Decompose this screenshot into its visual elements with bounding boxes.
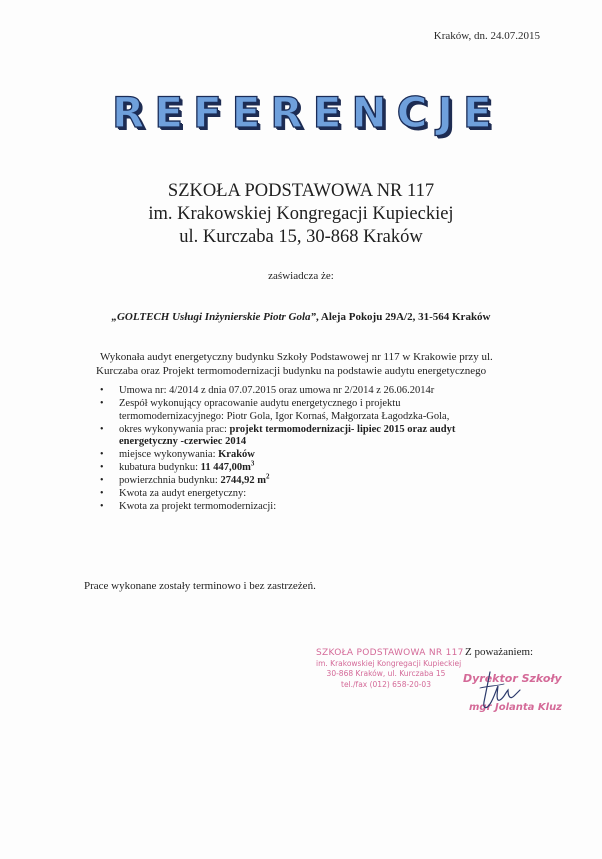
document-title: REFERENCJE bbox=[112, 88, 502, 137]
intro-line-2: Kurczaba oraz Projekt termomodernizacji budynku na podstawie audytu energetycznego bbox=[96, 365, 487, 377]
volume-label: kubatura budynku: bbox=[119, 462, 201, 473]
company-name: „GOLTECH Usługi Inżynierskie Piotr Gola” bbox=[111, 311, 317, 323]
team-line-1: • Zespół wykonujący opracowanie audytu energetycznego i projektu bbox=[119, 398, 401, 409]
school-heading bbox=[0, 180, 602, 249]
stamp-line-1: SZKOŁA PODSTAWOWA NR 117 bbox=[316, 648, 464, 658]
certifies-text: zaświadcza że: bbox=[268, 270, 334, 282]
list-item-volume bbox=[100, 459, 455, 475]
intro-paragraph bbox=[96, 350, 493, 378]
closing-statement: Prace wykonane zostały terminowo i bez zastrzeżeń. bbox=[84, 580, 316, 592]
stamp-line-3: 30-868 Kraków, ul. Kurczaba 15 bbox=[326, 669, 446, 678]
stamp-line-2: im. Krakowskiej Kongregacji Kupieckiej bbox=[316, 658, 462, 668]
document-date: Kraków, dn. 24.07.2015 bbox=[433, 30, 540, 42]
school-patron: im. Krakowskiej Kongregacji Kupieckiej bbox=[148, 204, 454, 224]
place-value: Kraków bbox=[218, 449, 255, 460]
list-item-place bbox=[100, 449, 455, 462]
volume-unit-sup: 3 bbox=[250, 459, 255, 468]
company-line bbox=[0, 311, 602, 323]
area-value: 2744,92 m bbox=[220, 475, 266, 486]
school-name: SZKOŁA PODSTAWOWA NR 117 bbox=[167, 181, 435, 201]
list-item-project-amount bbox=[100, 501, 455, 514]
school-stamp bbox=[316, 648, 464, 690]
team-line-2: termomodernizacyjnego: Piotr Gola, Igor Kornaś, Małgorzata Łagodzka-Gola, bbox=[119, 410, 450, 422]
list-item-audit-amount bbox=[100, 488, 455, 501]
list-item-area bbox=[100, 472, 455, 488]
area-label: powierzchnia budynku: bbox=[119, 475, 221, 486]
regards-text: Z poważaniem: bbox=[465, 646, 534, 658]
audit-amount-label: Kwota za audyt energetyczny: bbox=[119, 488, 247, 499]
director-stamp-name: mgr Jolanta Kluz bbox=[469, 702, 563, 713]
place-label: miejsce wykonywania: bbox=[119, 449, 219, 460]
handwritten-signature bbox=[470, 668, 530, 718]
school-address: ul. Kurczaba 15, 30-868 Kraków bbox=[179, 227, 423, 247]
volume-value: 11 447,00m bbox=[200, 462, 251, 473]
period-value-2: energetyczny -czerwiec 2014 bbox=[119, 436, 247, 447]
area-unit-sup: 2 bbox=[265, 472, 270, 481]
details-list bbox=[100, 385, 455, 514]
director-stamp-title: Dyrektor Szkoły bbox=[463, 672, 562, 685]
project-amount-label: Kwota za projekt termomodernizacji: bbox=[119, 501, 277, 512]
contract-text: Umowa nr: 4/2014 z dnia 07.07.2015 oraz umowa nr 2/2014 z 26.06.2014r bbox=[119, 385, 435, 396]
list-item-contract bbox=[100, 385, 455, 398]
stamp-line-4: tel./fax (012) 658-20-03 bbox=[341, 679, 431, 689]
company-address: , Aleja Pokoju 29A/2, 31-564 Kraków bbox=[316, 311, 491, 323]
period-value-1: projekt termomodernizacji- lipiec 2015 oraz audyt bbox=[229, 423, 456, 435]
period-label: okres wykonywania prac: bbox=[119, 423, 230, 435]
list-item-team bbox=[100, 398, 455, 423]
intro-line-1: Wykonała audyt energetyczny budynku Szkoły Podstawowej nr 117 w Krakowie przy ul. bbox=[100, 351, 493, 363]
list-item-period bbox=[100, 424, 455, 449]
